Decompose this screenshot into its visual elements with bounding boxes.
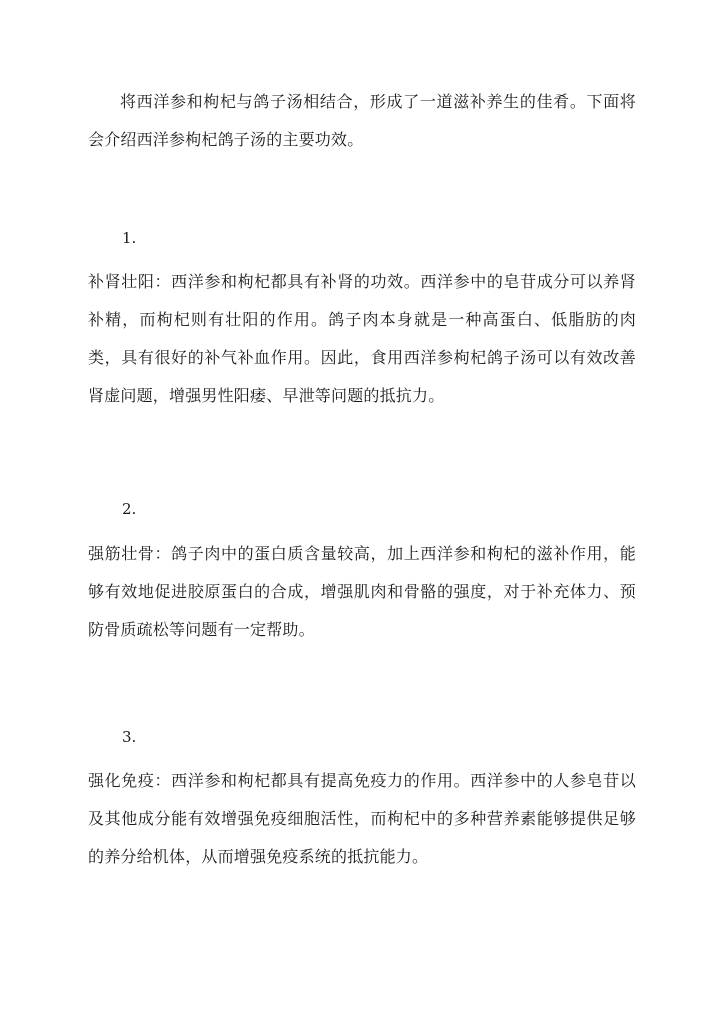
section-paragraph-1: 补肾壮阳：西洋参和枸杞都具有补肾的功效。西洋参中的皂苷成分可以养肾补精，而枸杞则有壮阳的作用。鸽子肉本身就是一种高蛋白、低脂肪的肉类，具有很好的补气补血作用。因此，食用西洋参枸杞鸽子汤可以有效改善肾虚问题，增强男性阳痿、早泄等问题的抵抗力。 [88, 272, 636, 405]
intro-paragraph: 将西洋参和枸杞与鸽子汤相结合，形成了一道滋补养生的佳肴。下面将会介绍西洋参枸杞鸽子汤的主要功效。 [88, 92, 636, 149]
section-number-3: 3. [122, 728, 137, 746]
section-number-1: 1. [122, 229, 137, 247]
section-number-2: 2. [122, 500, 137, 518]
section-paragraph-3: 强化免疫：西洋参和枸杞都具有提高免疫力的作用。西洋参中的人参皂苷以及其他成分能有效增强免疫细胞活性，而枸杞中的多种营养素能够提供足够的养分给机体，从而增强免疫系统的抵抗能力。 [88, 771, 636, 866]
section-paragraph-2: 强筋壮骨：鸽子肉中的蛋白质含量较高，加上西洋参和枸杞的滋补作用，能够有效地促进胶原蛋白的合成，增强肌肉和骨骼的强度，对于补充体力、预防骨质疏松等问题有一定帮助。 [88, 544, 636, 639]
